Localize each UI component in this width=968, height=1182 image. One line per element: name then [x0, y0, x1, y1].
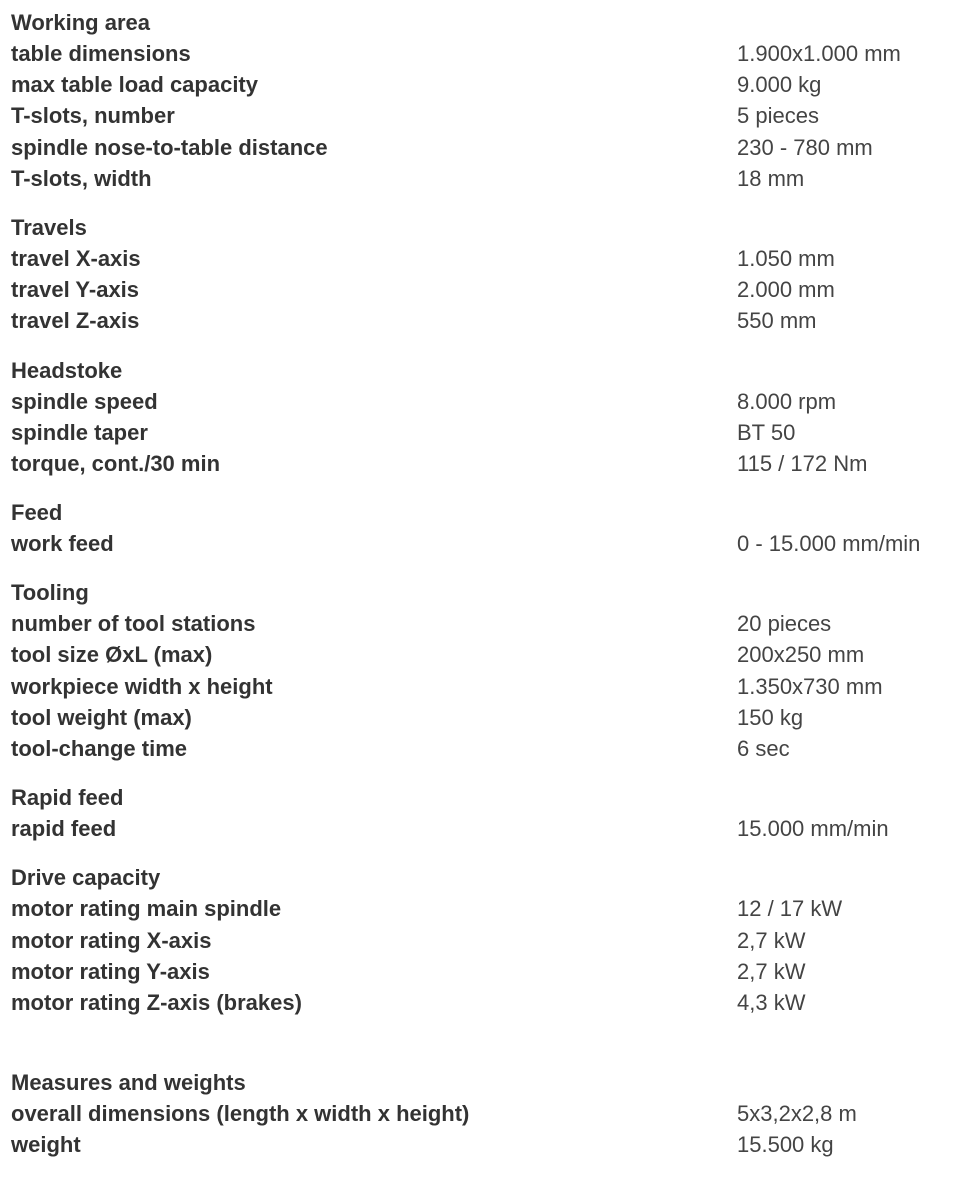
- section-headstoke: [0, 355, 968, 480]
- spec-label: number of tool stations: [11, 611, 256, 637]
- section-spacer: [0, 479, 968, 497]
- spec-sheet: [0, 7, 968, 1161]
- spec-row: [0, 38, 968, 69]
- spec-row: [0, 608, 968, 639]
- spec-label: spindle nose-to-table distance: [11, 134, 328, 160]
- spec-label: spindle speed: [11, 388, 158, 414]
- section-title: Travels: [11, 214, 87, 240]
- spec-label: travel Z-axis: [11, 308, 140, 334]
- spec-value: 5x3,2x2,8 m: [737, 1101, 857, 1127]
- section-working-area: [0, 7, 968, 194]
- spec-label: work feed: [11, 531, 114, 557]
- spec-label: rapid feed: [11, 816, 117, 842]
- spec-label: travel X-axis: [11, 245, 141, 271]
- spec-row: [0, 528, 968, 559]
- section-title: Drive capacity: [11, 865, 161, 891]
- section-rapid-feed: [0, 782, 968, 844]
- spec-value: 200x250 mm: [737, 642, 865, 668]
- spec-value: 18 mm: [737, 165, 805, 191]
- spec-value: 20 pieces: [737, 611, 832, 637]
- spec-row: [0, 163, 968, 194]
- spec-row: [0, 243, 968, 274]
- spec-row: [0, 956, 968, 987]
- spec-label: spindle taper: [11, 419, 148, 445]
- spec-row: [0, 274, 968, 305]
- section-title: Headstoke: [11, 357, 123, 383]
- spec-row: [0, 671, 968, 702]
- spec-label: workpiece width x height: [11, 673, 273, 699]
- spec-row: [0, 448, 968, 479]
- spec-row: [0, 639, 968, 670]
- section-spacer: [0, 844, 968, 862]
- spec-value: 1.050 mm: [737, 245, 835, 271]
- spec-value: 15.500 kg: [737, 1132, 834, 1158]
- section-tooling: [0, 577, 968, 764]
- spec-value: 2,7 kW: [737, 958, 806, 984]
- spec-value: 150 kg: [737, 704, 804, 730]
- spec-label: overall dimensions (length x width x height): [11, 1101, 470, 1127]
- spec-row: [0, 69, 968, 100]
- spec-row: [0, 386, 968, 417]
- spec-label: motor rating main spindle: [11, 896, 282, 922]
- spec-label: tool size ØxL (max): [11, 642, 213, 668]
- spec-row: [0, 987, 968, 1018]
- spec-row: [0, 925, 968, 956]
- spec-row: [0, 417, 968, 448]
- spec-value: 1.350x730 mm: [737, 673, 883, 699]
- spec-row: [0, 132, 968, 163]
- section-title: Rapid feed: [11, 785, 124, 811]
- spec-label: T-slots, number: [11, 103, 175, 129]
- spec-value: 5 pieces: [737, 103, 819, 129]
- section-spacer: [0, 764, 968, 782]
- spec-value: 550 mm: [737, 308, 817, 334]
- spec-value: 115 / 172 Nm: [737, 450, 868, 476]
- spec-value: 15.000 mm/min: [737, 816, 889, 842]
- section-title: Feed: [11, 500, 63, 526]
- spec-row: [0, 1098, 968, 1129]
- spec-value: 8.000 rpm: [737, 388, 837, 414]
- section-spacer: [0, 559, 968, 577]
- spec-value: BT 50: [737, 419, 796, 445]
- spec-value: 4,3 kW: [737, 989, 806, 1015]
- spec-value: 0 - 15.000 mm/min: [737, 531, 921, 557]
- section-drive-capacity: [0, 862, 968, 1018]
- spec-value: 12 / 17 kW: [737, 896, 843, 922]
- spec-row: [0, 733, 968, 764]
- spec-row: [0, 702, 968, 733]
- spec-row: [0, 813, 968, 844]
- spec-value: 1.900x1.000 mm: [737, 41, 901, 66]
- section-feed: [0, 497, 968, 559]
- spec-value: 9.000 kg: [737, 72, 822, 98]
- spec-label: motor rating Y-axis: [11, 958, 210, 984]
- section-spacer: [0, 194, 968, 212]
- spec-row: [0, 893, 968, 924]
- section-title: Measures and weights: [11, 1070, 246, 1096]
- section-title: Working area: [11, 10, 150, 35]
- spec-row: [0, 1129, 968, 1160]
- section-spacer: [0, 337, 968, 355]
- spec-row: [0, 100, 968, 131]
- spec-row: [0, 305, 968, 336]
- spec-value: 6 sec: [737, 736, 790, 761]
- spec-label: tool weight (max): [11, 704, 192, 730]
- spec-label: table dimensions: [11, 41, 191, 66]
- section-measures-and-weights: [0, 1067, 968, 1160]
- spec-value: 230 - 780 mm: [737, 134, 873, 160]
- spec-label: motor rating Z-axis (brakes): [11, 989, 302, 1015]
- spec-label: motor rating X-axis: [11, 927, 212, 953]
- section-travels: [0, 212, 968, 337]
- spec-label: T-slots, width: [11, 165, 152, 191]
- section-spacer: [0, 1018, 968, 1067]
- spec-label: tool-change time: [11, 736, 188, 761]
- spec-label: torque, cont./30 min: [11, 450, 221, 476]
- spec-label: travel Y-axis: [11, 277, 140, 303]
- spec-value: 2,7 kW: [737, 927, 806, 953]
- spec-label: weight: [11, 1132, 81, 1158]
- section-title: Tooling: [11, 580, 89, 606]
- spec-value: 2.000 mm: [737, 277, 835, 303]
- spec-label: max table load capacity: [11, 72, 258, 98]
